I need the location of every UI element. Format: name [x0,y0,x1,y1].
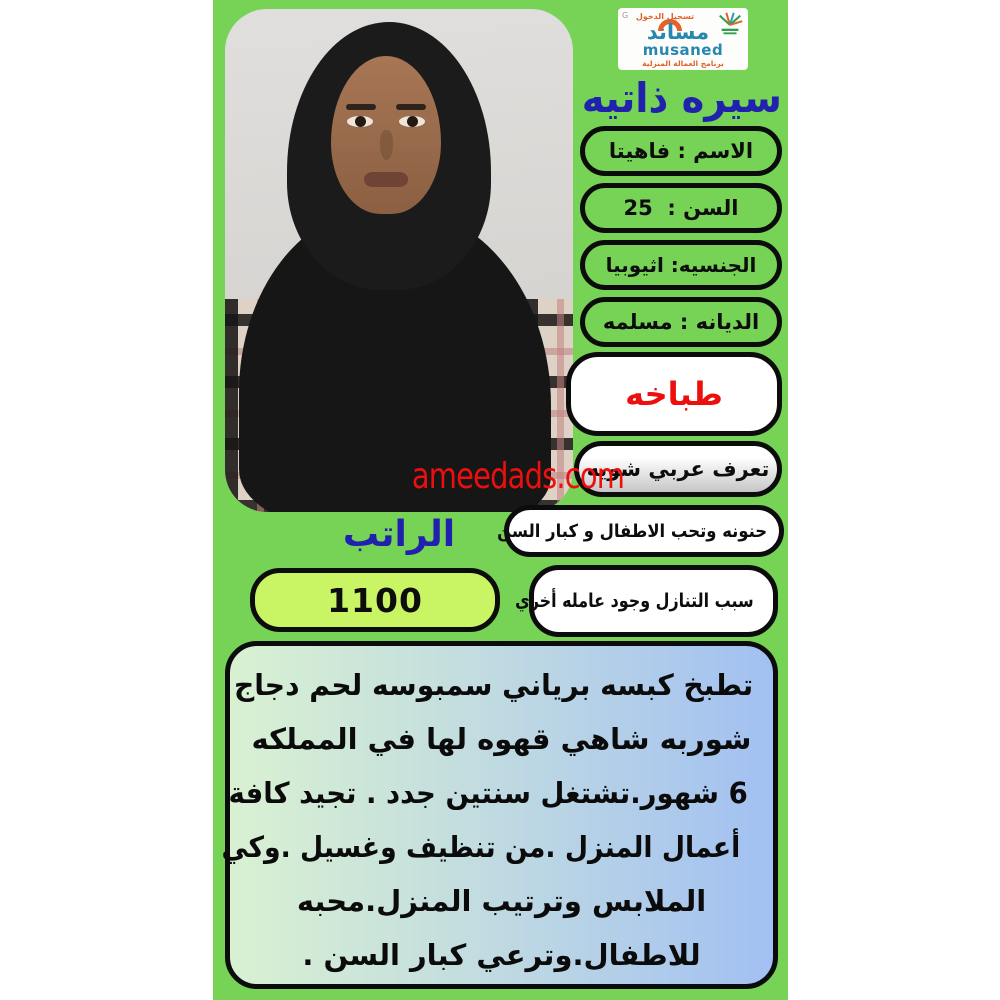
nose [380,130,393,160]
description-line: الملابس وترتيب المنزل.محبه [296,884,707,918]
salary-label: الراتب [342,514,456,555]
description-line: أعمال المنزل .من تنظيف وغسيل .وكي [221,830,741,864]
occupation-box: طباخه [566,352,782,436]
description-line: شوربه شاهي قهوه لها في المملكه [251,722,752,756]
eye-left [347,116,373,127]
skill-box-caring: حنونه وتحب الاطفال و كبار السن [504,505,784,557]
logo-corner-mark: G [622,11,629,20]
skill-box-transfer-reason: سبب التنازل وجود عامله أخري [529,565,778,637]
eye-right [399,116,425,127]
skill-box-arabic: تعرف عربي شويه [574,441,782,497]
watermark: ameedads.com [411,456,625,497]
iris-right [407,116,418,127]
lips [364,172,408,187]
description-line: 6 شهور.تشتغل سنتين جدد . تجيد كافة [228,776,748,810]
description-box [221,641,778,989]
page-title: سيره ذاتيه [581,74,782,122]
info-pill-age: السن : 25 [580,183,782,233]
logo-login-label: تسجيل الدخول [635,12,695,21]
eyebrow-right [396,104,426,110]
salary-amount-box: 1100 [250,568,500,632]
eyebrow-left [346,104,376,110]
iris-left [355,116,366,127]
description-line: تطبخ كبسه برياني سمبوسه لحم دجاج [233,668,754,702]
info-pill-religion: الديانه : مسلمه [580,297,782,347]
info-pill-name: الاسم : فاهيتا [580,126,782,176]
musaned-logo [618,8,748,70]
description-line: للاطفال.وترعي كبار السن . [302,938,701,972]
info-pill-nationality: الجنسيه: اثيوبيا [580,240,782,290]
logo-tagline: برنامج العمالة المنزلية [642,59,724,68]
logo-brand-arabic: مساند [646,20,710,44]
worker-photo [225,9,573,512]
logo-brand-latin: musaned [642,41,724,59]
